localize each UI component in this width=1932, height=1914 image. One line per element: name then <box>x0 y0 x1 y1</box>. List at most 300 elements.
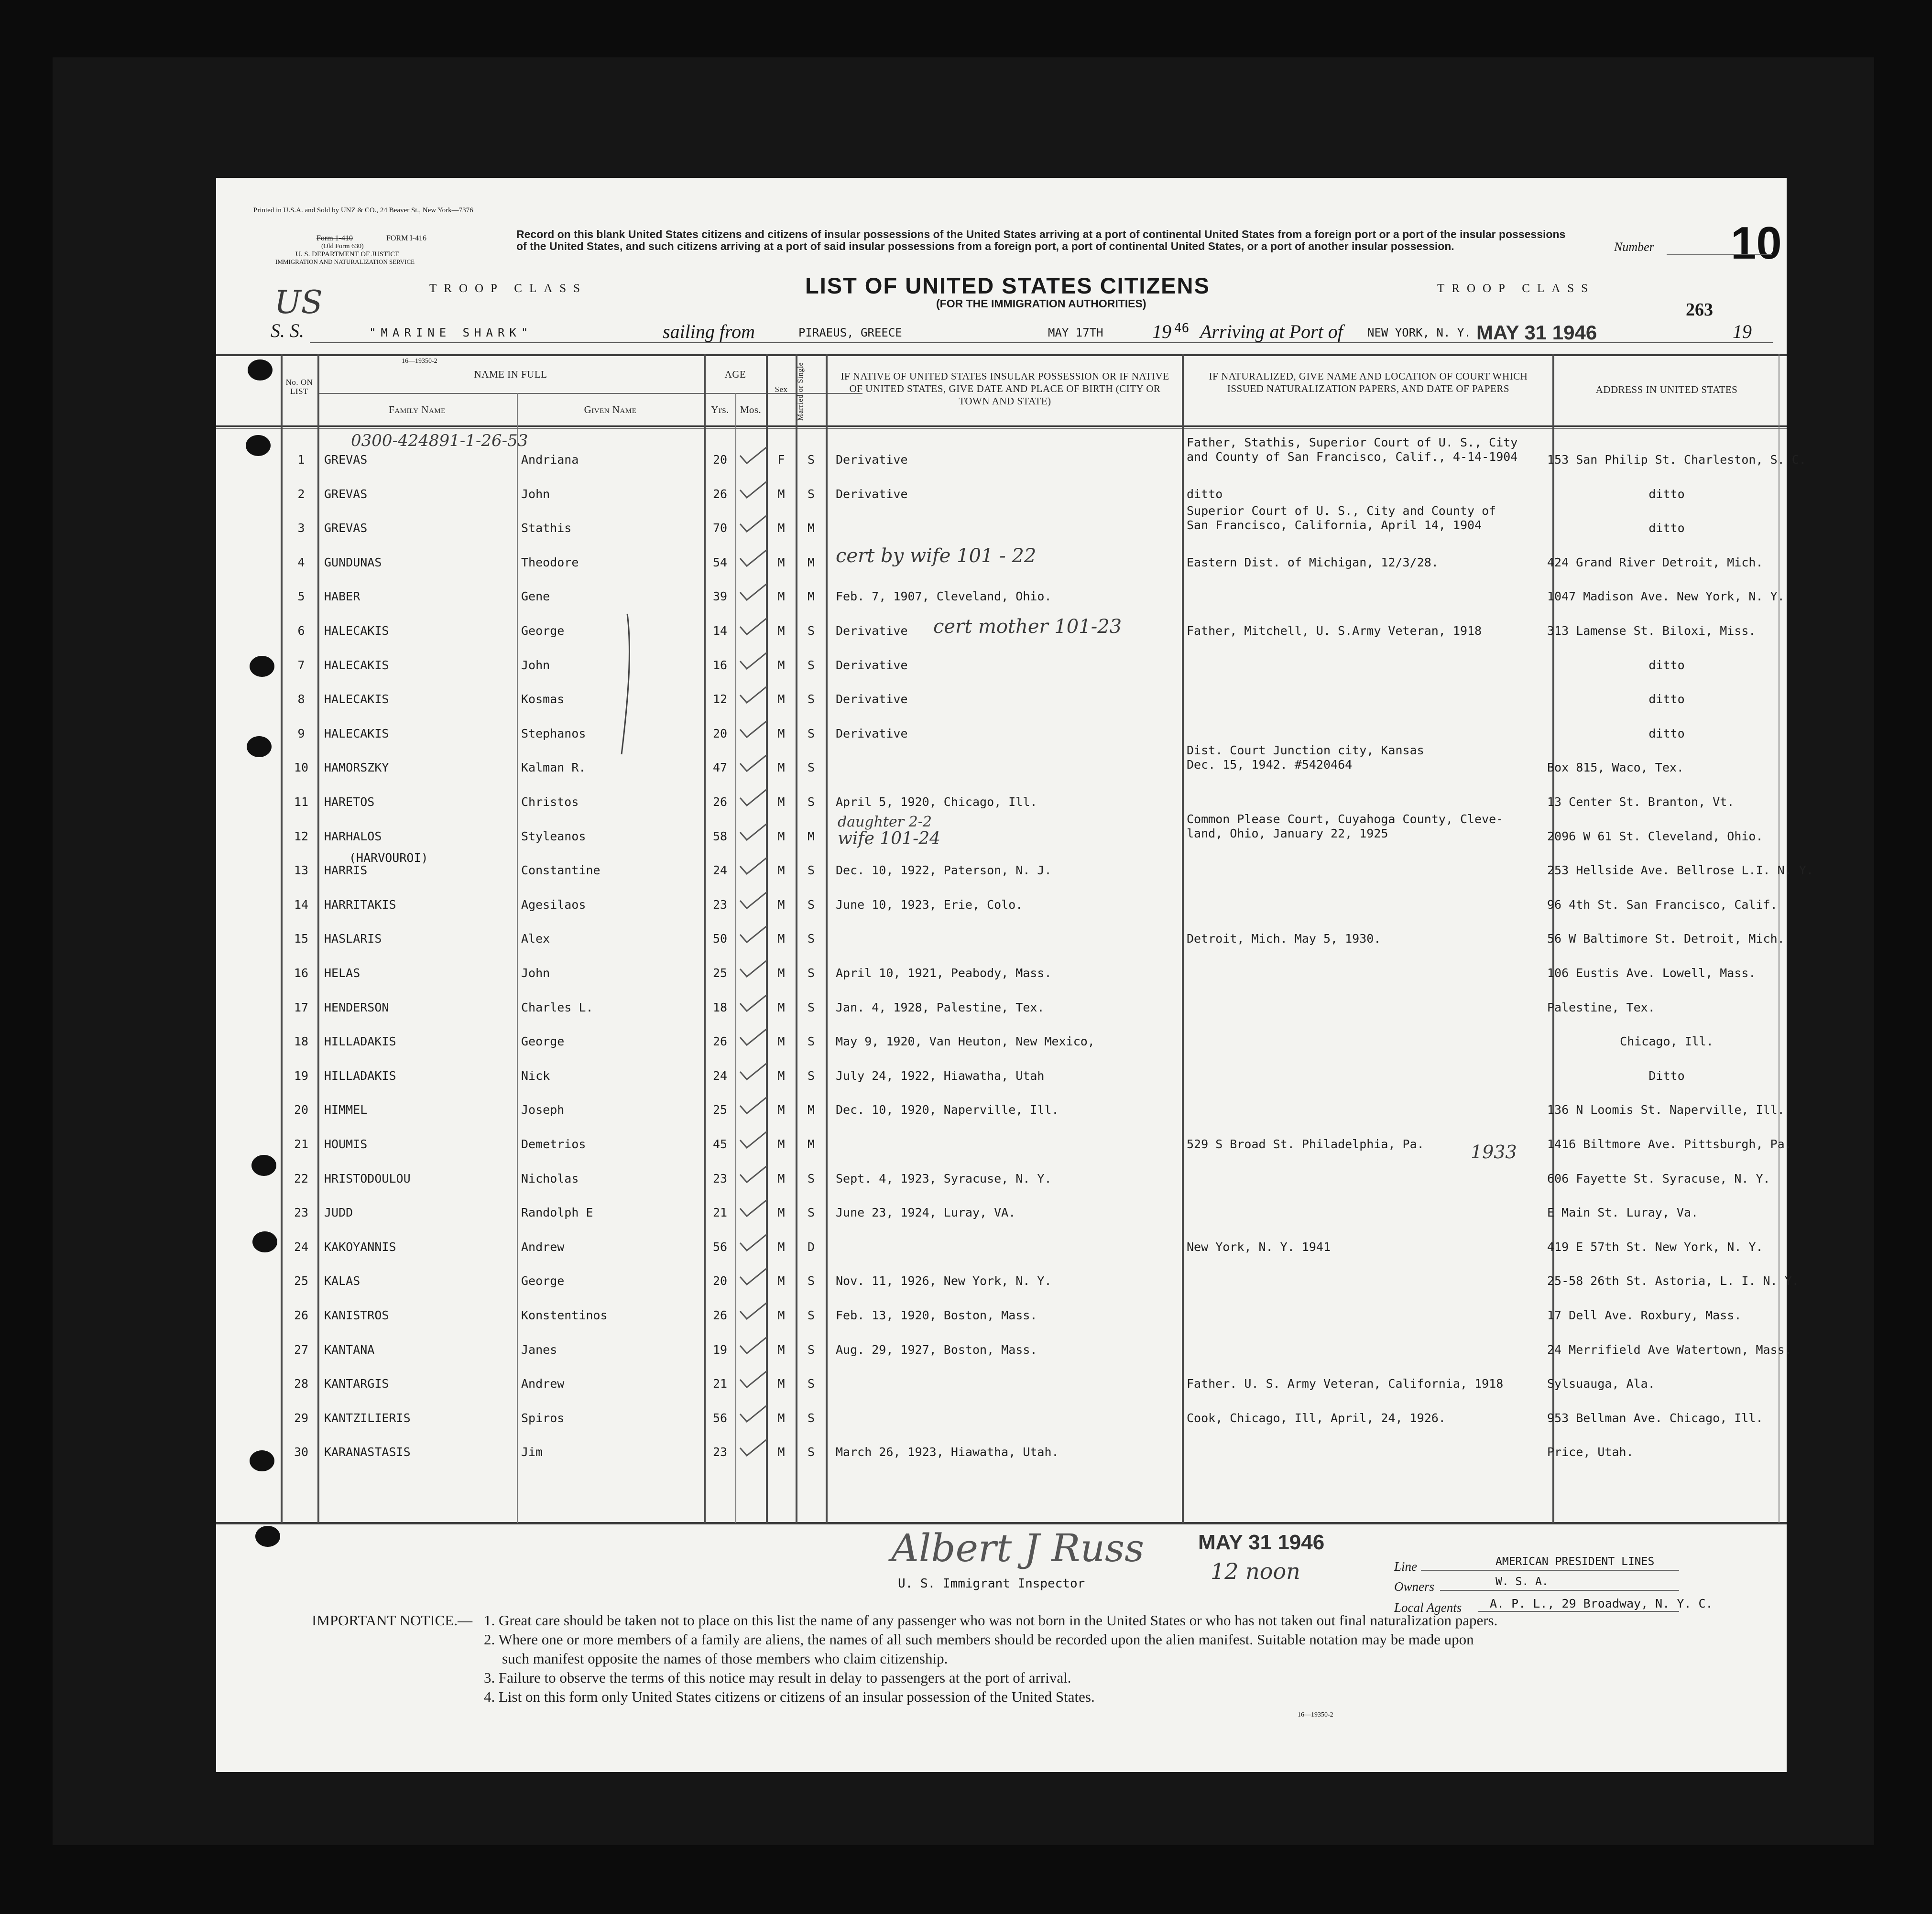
check-mark <box>738 1368 772 1392</box>
check-mark <box>738 581 772 605</box>
naturalization-line-1: Father. U. S. Army Veteran, California, 1918 <box>1187 1377 1504 1391</box>
marital-status: S <box>807 726 815 740</box>
naturalization-line-2: Dec. 15, 1942. #5420464 <box>1187 758 1353 772</box>
row-number: 26 <box>294 1308 309 1322</box>
age-years: 45 <box>712 1137 728 1151</box>
naturalization-line-1: Detroit, Mich. May 5, 1930. <box>1187 932 1381 946</box>
marital-status: M <box>807 829 815 843</box>
family-name: HASLARIS <box>324 932 382 946</box>
row-number: 1 <box>297 453 305 467</box>
sex: M <box>777 932 785 946</box>
given-name: Andriana <box>521 453 579 467</box>
form-code: 16—19350-2 <box>402 358 437 365</box>
check-mark <box>738 855 772 879</box>
row-number: 23 <box>294 1206 309 1220</box>
age-years: 47 <box>712 761 728 775</box>
notice-2b: such manifest opposite the names of those members who claim citizenship. <box>502 1650 948 1667</box>
table-bottom-rule <box>216 1522 1787 1524</box>
sex: M <box>777 1377 785 1391</box>
form-code-bottom: 16—19350-2 <box>1298 1711 1333 1718</box>
address: E Main St. Luray, Va. <box>1547 1206 1699 1220</box>
department: U. S. DEPARTMENT OF JUSTICE <box>295 250 400 258</box>
age-years: 56 <box>712 1411 728 1425</box>
address: 424 Grand River Detroit, Mich. <box>1547 555 1763 569</box>
address: 313 Lamense St. Biloxi, Miss. <box>1547 624 1756 638</box>
check-mark <box>738 547 772 571</box>
sex: M <box>777 1445 785 1459</box>
sex: M <box>777 487 785 501</box>
family-name: HILLADAKIS <box>324 1034 396 1049</box>
row-number: 19 <box>294 1068 309 1083</box>
notice-title: IMPORTANT NOTICE.— <box>312 1612 473 1629</box>
row-number: 24 <box>294 1240 309 1254</box>
marital-status: S <box>807 1342 815 1357</box>
given-name: Theodore <box>521 555 579 569</box>
sex: M <box>777 829 785 843</box>
sex: M <box>777 1137 785 1151</box>
marital-status: M <box>807 555 815 569</box>
number-label: Number <box>1614 240 1654 254</box>
given-name: Christos <box>521 795 579 809</box>
naturalization-line-1: Cook, Chicago, Ill, April, 24, 1926. <box>1187 1411 1446 1425</box>
address: Ditto <box>1648 1068 1685 1083</box>
naturalization-line-1: Common Please Court, Cuyahoga County, Cleve- <box>1187 812 1504 826</box>
year-suffix: 46 <box>1174 321 1190 336</box>
family-name: HARHALOS <box>324 829 382 843</box>
naturalization-line-1: ditto <box>1187 487 1223 501</box>
check-mark <box>738 512 772 536</box>
address: ditto <box>1648 658 1685 672</box>
form-i416: FORM I-416 <box>386 234 427 242</box>
check-mark <box>738 650 772 674</box>
row-number: 27 <box>294 1342 309 1357</box>
given-name: Charles L. <box>521 1000 593 1014</box>
check-mark <box>738 1129 772 1153</box>
age-years: 26 <box>712 1034 728 1049</box>
age-years: 56 <box>712 1240 728 1254</box>
marital-status: S <box>807 1171 815 1185</box>
family-name: HARRIS <box>324 863 368 878</box>
marital-status: S <box>807 1274 815 1288</box>
col-rule-no <box>281 354 283 1523</box>
family-name: HALECAKIS <box>324 624 389 638</box>
agents-label: Local Agents <box>1394 1600 1462 1615</box>
birth-info: April 10, 1921, Peabody, Mass. <box>836 966 1052 980</box>
notice-1: 1. Great care should be taken not to place on this list the name of any passenger who was not born in the United States or who has not taken out final naturalization papers. <box>484 1612 1498 1629</box>
marital-status: S <box>807 966 815 980</box>
check-mark <box>738 1436 772 1460</box>
birth-info: June 10, 1923, Erie, Colo. <box>836 897 1023 912</box>
age-years: 54 <box>712 555 728 569</box>
family-name: HRISTODOULOU <box>324 1171 411 1185</box>
given-name: George <box>521 1034 565 1049</box>
handwritten-file-number: 0300-424891-1-26-53 <box>351 431 528 450</box>
inspector-label: U. S. Immigrant Inspector <box>898 1577 1085 1591</box>
family-name: HALECAKIS <box>324 658 389 672</box>
birth-info: May 9, 1920, Van Heuton, New Mexico, <box>836 1034 1095 1049</box>
family-name: KAKOYANNIS <box>324 1240 396 1254</box>
family-name: KANTZILIERIS <box>324 1411 411 1425</box>
birth-info: June 23, 1924, Luray, VA. <box>836 1206 1016 1220</box>
arrival-stamp: MAY 31 1946 <box>1476 321 1597 344</box>
binder-hole <box>250 656 274 677</box>
age-years: 21 <box>712 1377 728 1391</box>
address: 25-58 26th St. Astoria, L. I. N. Y. <box>1547 1274 1799 1288</box>
naturalization-line-1: Dist. Court Junction city, Kansas <box>1187 743 1424 758</box>
marital-status: D <box>807 1240 815 1254</box>
row-number: 18 <box>294 1034 309 1049</box>
col-mos: Mos. <box>740 404 762 415</box>
address: 56 W Baltimore St. Detroit, Mich. <box>1547 932 1785 946</box>
address: 13 Center St. Branton, Vt. <box>1547 795 1735 809</box>
age-years: 20 <box>712 1274 728 1288</box>
family-name: HELAS <box>324 966 360 980</box>
owners-label: Owners <box>1394 1579 1435 1594</box>
marital-status: S <box>807 1308 815 1322</box>
row-number: 15 <box>294 932 309 946</box>
page-title: LIST OF UNITED STATES CITIZENS <box>805 273 1210 298</box>
row12-alias: (HARVOUROI) <box>349 851 428 865</box>
sex: M <box>777 1103 785 1117</box>
marital-status: S <box>807 692 815 707</box>
binder-hole <box>248 359 273 381</box>
given-name: Nick <box>521 1068 550 1083</box>
col-sex: Sex <box>775 385 788 394</box>
naturalization-line-1: New York, N. Y. 1941 <box>1187 1240 1331 1254</box>
given-name: John <box>521 966 550 980</box>
line-underline <box>1421 1570 1679 1571</box>
row-number: 4 <box>297 555 305 569</box>
sex: M <box>777 1171 785 1185</box>
inspector-signature: Albert J Russ <box>891 1526 1145 1570</box>
manifest-page <box>216 178 1813 1772</box>
check-mark <box>738 684 772 707</box>
row-number: 11 <box>294 795 309 809</box>
row-number: 22 <box>294 1171 309 1185</box>
row-number: 20 <box>294 1103 309 1117</box>
sail-date: MAY 17TH <box>1048 326 1103 339</box>
row-number: 9 <box>297 726 305 740</box>
naturalization-line-2: land, Ohio, January 22, 1925 <box>1187 826 1388 840</box>
given-name: Janes <box>521 1342 557 1357</box>
row-number: 25 <box>294 1274 309 1288</box>
row-number: 16 <box>294 966 309 980</box>
col-naturalized: IF NATURALIZED, GIVE NAME AND LOCATION OF COURT WHICH ISSUED NATURALIZATION PAPERS, AND DATE OF PAPERS <box>1209 370 1528 394</box>
birth-info: Dec. 10, 1920, Naperville, Ill. <box>836 1103 1059 1117</box>
marital-status: S <box>807 1034 815 1049</box>
age-years: 21 <box>712 1206 728 1220</box>
check-mark <box>738 444 772 468</box>
family-name: HAMORSZKY <box>324 761 389 775</box>
marital-status: S <box>807 1445 815 1459</box>
given-name: John <box>521 487 550 501</box>
given-name: Andrew <box>521 1240 565 1254</box>
age-years: 24 <box>712 863 728 878</box>
marital-status: S <box>807 1206 815 1220</box>
marital-status: S <box>807 761 815 775</box>
col-married-single: Married or Single <box>797 362 805 421</box>
sex: M <box>777 897 785 912</box>
sex: M <box>777 966 785 980</box>
age-years: 12 <box>712 692 728 707</box>
row-number: 12 <box>294 829 309 843</box>
col-name-in-full: NAME IN FULL <box>474 369 547 380</box>
age-years: 19 <box>712 1342 728 1357</box>
check-mark <box>738 1026 772 1050</box>
col-rule-nat <box>1182 354 1184 1523</box>
check-mark <box>738 615 772 639</box>
family-name: KALAS <box>324 1274 360 1288</box>
sex: M <box>777 863 785 878</box>
check-mark <box>738 923 772 947</box>
binder-hole <box>255 1526 280 1547</box>
given-name: Joseph <box>521 1103 565 1117</box>
given-name: Constantine <box>521 863 600 878</box>
check-mark <box>738 889 772 913</box>
handwritten-row12-note: wife 101-24 <box>838 829 941 848</box>
page-subtitle: (FOR THE IMMIGRATION AUTHORITIES) <box>936 297 1146 310</box>
col-no: No. ON LIST <box>285 378 313 396</box>
sex: M <box>777 1034 785 1049</box>
family-name: HOUMIS <box>324 1137 368 1151</box>
marital-status: M <box>807 521 815 535</box>
row-number: 6 <box>297 624 305 638</box>
birth-info: Sept. 4, 1923, Syracuse, N. Y. <box>836 1171 1052 1185</box>
given-name: Alex <box>521 932 550 946</box>
given-name: Kalman R. <box>521 761 586 775</box>
row-number: 30 <box>294 1445 309 1459</box>
row-number: 28 <box>294 1377 309 1391</box>
age-years: 26 <box>712 487 728 501</box>
col-rule-birth <box>826 354 828 1523</box>
birth-info: Derivative <box>836 453 908 467</box>
age-years: 39 <box>712 589 728 604</box>
marital-status: M <box>807 589 815 604</box>
sex: M <box>777 1000 785 1014</box>
age-years: 58 <box>712 829 728 843</box>
address: 96 4th St. San Francisco, Calif. <box>1547 897 1778 912</box>
sex: F <box>777 453 785 467</box>
old-form: (Old Form 630) <box>321 243 364 250</box>
marital-status: S <box>807 1377 815 1391</box>
troop-class-left: TROOP CLASS <box>429 282 588 295</box>
address: 253 Hellside Ave. Bellrose L.I. N. Y. <box>1547 863 1813 878</box>
family-name: JUDD <box>324 1206 353 1220</box>
table-header-rule-2 <box>216 428 1787 429</box>
ss-label: S. S. <box>271 320 304 341</box>
age-years: 20 <box>712 726 728 740</box>
marital-status: S <box>807 1068 815 1083</box>
notice-4: 4. List on this form only United States citizens or citizens of an insular possession of the United States. <box>484 1688 1095 1705</box>
address: 953 Bellman Ave. Chicago, Ill. <box>1547 1411 1763 1425</box>
marital-status: S <box>807 624 815 638</box>
sex: M <box>777 555 785 569</box>
age-years: 23 <box>712 897 728 912</box>
arriving-port: NEW YORK, N. Y. <box>1367 326 1471 339</box>
age-years: 16 <box>712 658 728 672</box>
row-number: 3 <box>297 521 305 535</box>
address: 1416 Biltmore Ave. Pittsburgh, Pa. <box>1547 1137 1792 1151</box>
family-name: KARANASTASIS <box>324 1445 411 1459</box>
binder-hole <box>246 435 271 456</box>
address: 24 Merrifield Ave Watertown, Mass. <box>1547 1342 1792 1357</box>
family-name: HIMMEL <box>324 1103 368 1117</box>
sex: M <box>777 726 785 740</box>
binder-hole <box>252 1231 277 1252</box>
sex: M <box>777 692 785 707</box>
address: 106 Eustis Ave. Lowell, Mass. <box>1547 966 1756 980</box>
check-mark <box>738 478 772 502</box>
notice-3: 3. Failure to observe the terms of this notice may result in delay to passengers at the port of arrival. <box>484 1669 1071 1686</box>
agents-value: A. P. L., 29 Broadway, N. Y. C. <box>1490 1597 1713 1610</box>
age-years: 24 <box>712 1068 728 1083</box>
naturalization-line-2: and County of San Francisco, Calif., 4-14-1904 <box>1187 450 1518 464</box>
table-header-rule <box>216 425 1787 427</box>
birth-info: Derivative <box>836 726 908 740</box>
sailing-from-label: sailing from <box>663 321 755 342</box>
check-mark <box>738 786 772 810</box>
sex: M <box>777 1342 785 1357</box>
family-name: KANISTROS <box>324 1308 389 1322</box>
handwritten-row3-note: cert by wife 101 - 22 <box>836 545 1037 567</box>
address: Chicago, Ill. <box>1620 1034 1714 1049</box>
birth-info: Aug. 29, 1927, Boston, Mass. <box>836 1342 1037 1357</box>
check-mark <box>738 992 772 1016</box>
service: IMMIGRATION AND NATURALIZATION SERVICE <box>275 258 415 265</box>
row-number: 14 <box>294 897 309 912</box>
given-name: Andrew <box>521 1377 565 1391</box>
instructions: Record on this blank United States citizens and citizens of insular possessions of the United States arriving at a port of continental United States from a foreign port or a port of the insular possessions of the United States, and such citizens arriving at a port of said insular possessions from a foreign port, a port of continental United States, or a port of another insular possession. <box>516 228 1566 252</box>
address: 1047 Madison Ave. New York, N. Y. <box>1547 589 1785 604</box>
col-birth: IF NATIVE OF UNITED STATES INSULAR POSSESSION OR IF NATIVE OF UNITED STATES, GIVE DATE AND PLACE OF BIRTH (CITY OR TOWN AND STATE) <box>840 370 1169 407</box>
address: Palestine, Tex. <box>1547 1000 1655 1014</box>
sex: M <box>777 521 785 535</box>
check-mark <box>738 1060 772 1084</box>
year-prefix: 19 <box>1152 321 1171 342</box>
age-years: 18 <box>712 1000 728 1014</box>
sex: M <box>777 589 785 604</box>
naturalization-line-1: Superior Court of U. S., City and County of <box>1187 504 1496 518</box>
birth-info: Feb. 13, 1920, Boston, Mass. <box>836 1308 1037 1322</box>
check-mark <box>738 752 772 776</box>
form-number-left: Form 1-410 <box>317 234 353 242</box>
col-rule-mos <box>735 393 736 1523</box>
birth-info: March 26, 1923, Hiawatha, Utah. <box>836 1445 1059 1459</box>
sex: M <box>777 1068 785 1083</box>
check-mark <box>738 1094 772 1118</box>
birth-info: Feb. 7, 1907, Cleveland, Ohio. <box>836 589 1052 604</box>
handwritten-noon: 12 noon <box>1211 1558 1300 1584</box>
handwritten-row11-note: daughter 2-2 <box>838 814 932 830</box>
given-name: Demetrios <box>521 1137 586 1151</box>
given-name: Nicholas <box>521 1171 579 1185</box>
row-number: 8 <box>297 692 305 707</box>
annotation-us: US <box>274 284 323 321</box>
age-years: 26 <box>712 1308 728 1322</box>
notice-2a: 2. Where one or more members of a family are aliens, the names of all such members should be recorded upon the alien manifest. Suitable notation may be made upon <box>484 1631 1474 1648</box>
row-number: 7 <box>297 658 305 672</box>
family-name: GREVAS <box>324 453 368 467</box>
given-name: George <box>521 624 565 638</box>
family-name: GUNDUNAS <box>324 555 382 569</box>
marital-status: S <box>807 658 815 672</box>
sex: M <box>777 1308 785 1322</box>
sex: M <box>777 761 785 775</box>
family-name: GREVAS <box>324 487 368 501</box>
birth-info: July 24, 1922, Hiawatha, Utah <box>836 1068 1045 1083</box>
check-mark <box>738 1334 772 1358</box>
birth-info: Derivative <box>836 487 908 501</box>
col-rule-given <box>517 393 518 1523</box>
handwritten-bracket-stroke <box>618 613 637 756</box>
address: ditto <box>1648 521 1685 535</box>
owners-value: W. S. A. <box>1495 1576 1549 1588</box>
marital-status: S <box>807 897 815 912</box>
family-name: HILLADAKIS <box>324 1068 396 1083</box>
binder-hole <box>247 736 272 757</box>
check-mark <box>738 1265 772 1289</box>
age-years: 20 <box>712 453 728 467</box>
binder-hole <box>250 1450 274 1471</box>
given-name: Randolph E <box>521 1206 593 1220</box>
check-mark <box>738 1197 772 1221</box>
marital-status: S <box>807 487 815 501</box>
age-years: 14 <box>712 624 728 638</box>
marital-status: S <box>807 453 815 467</box>
row-number: 13 <box>294 863 309 878</box>
check-mark <box>738 1231 772 1255</box>
address: ditto <box>1648 692 1685 707</box>
row-number: 17 <box>294 1000 309 1014</box>
age-years: 50 <box>712 932 728 946</box>
given-name: Stathis <box>521 521 572 535</box>
given-name: Konstentinos <box>521 1308 608 1322</box>
col-given-name: Given Name <box>584 404 637 415</box>
age-years: 70 <box>712 521 728 535</box>
marital-status: M <box>807 1103 815 1117</box>
address: ditto <box>1648 487 1685 501</box>
address: 2096 W 61 St. Cleveland, Ohio. <box>1547 829 1763 843</box>
check-mark <box>738 1163 772 1187</box>
marital-status: M <box>807 1137 815 1151</box>
binder-hole <box>251 1155 276 1176</box>
list-number: 10 <box>1731 218 1782 269</box>
given-name: George <box>521 1274 565 1288</box>
ship-name: "MARINE SHARK" <box>369 326 533 339</box>
page-263: 263 <box>1686 300 1713 320</box>
marital-status: S <box>807 1411 815 1425</box>
year-prefix-2: 19 <box>1733 321 1752 342</box>
address: Sylsuauga, Ala. <box>1547 1377 1655 1391</box>
sex: M <box>777 1240 785 1254</box>
sex: M <box>777 1411 785 1425</box>
number-underline <box>1667 254 1772 255</box>
sex: M <box>777 1206 785 1220</box>
address: Price, Utah. <box>1547 1445 1634 1459</box>
sex: M <box>777 624 785 638</box>
arriving-label: Arriving at Port of <box>1200 321 1343 342</box>
sex: M <box>777 795 785 809</box>
given-name: John <box>521 658 550 672</box>
age-years: 26 <box>712 795 728 809</box>
check-mark <box>738 1300 772 1324</box>
naturalization-line-1: Father, Mitchell, U. S.Army Veteran, 1918 <box>1187 624 1482 638</box>
col-family-name: Family Name <box>389 404 446 415</box>
marital-status: S <box>807 932 815 946</box>
naturalization-line-1: Eastern Dist. of Michigan, 12/3/28. <box>1187 555 1439 569</box>
given-name: Stephanos <box>521 726 586 740</box>
inspector-stamp-date: MAY 31 1946 <box>1198 1531 1325 1554</box>
